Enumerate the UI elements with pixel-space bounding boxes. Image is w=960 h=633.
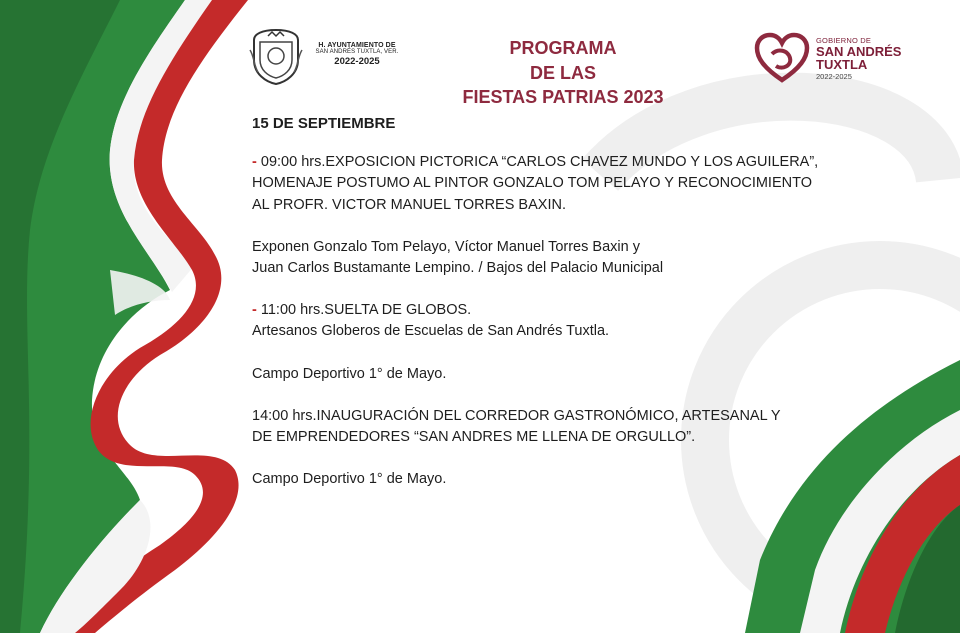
event-1-note-2: Juan Carlos Bustamante Lempino. / Bajos del Palacio Municipal: [252, 260, 664, 277]
title-line-1: PROGRAMA: [509, 38, 617, 58]
council-label: [306, 42, 408, 67]
gov-name-line-1: SAN ANDRÉS: [816, 44, 902, 59]
left-ribbon: [0, 0, 248, 633]
gov-name-line-2: TUXTLA: [816, 57, 868, 72]
heart-logo-icon: [754, 32, 810, 84]
event-1-line-3: AL PROFR. VICTOR MANUEL TORRES BAXIN.: [252, 196, 566, 213]
gov-years: 2022-2025: [816, 72, 852, 81]
event-date: 15 DE SEPTIEMBRE: [252, 115, 396, 132]
council-name: H. AYUNTAMIENTO DE: [318, 42, 396, 49]
bullet-dash: -: [252, 154, 257, 171]
event-1-line-1: [252, 152, 892, 173]
event-1-line-2: HOMENAJE POSTUMO AL PINTOR GONZALO TOM PELAYO Y RECONOCIMIENTO: [252, 175, 812, 192]
title-line-3: FIESTAS PATRIAS 2023: [462, 87, 664, 107]
council-years: 2022-2025: [334, 56, 380, 67]
event-1-note-1: Exponen Gonzalo Tom Pelayo, Víctor Manuel Torres Baxin y: [252, 238, 640, 255]
event-2-title: 11:00 hrs.SUELTA DE GLOBOS.: [260, 302, 472, 319]
page-title: [430, 36, 696, 110]
council-location: SAN ANDRÉS TUXTLA, VER.: [315, 49, 399, 55]
event-3-line-2: DE EMPRENDEDORES “SAN ANDRES ME LLENA DE ORGULLO”.: [252, 429, 696, 446]
event-2-line-2: Artesanos Globeros de Escuelas de San Andrés Tuxtla.: [252, 323, 610, 340]
bullet-dash: -: [252, 302, 257, 319]
municipal-crest-icon: [248, 26, 304, 86]
event-2-place: Campo Deportivo 1° de Mayo.: [252, 365, 447, 382]
government-label: [816, 36, 901, 81]
gov-small-label: GOBIERNO DE: [816, 36, 872, 45]
title-line-2: DE LAS: [529, 62, 596, 83]
event-1-title: 09:00 hrs.EXPOSICION PICTORICA “CARLOS CHAVEZ MUNDO Y LOS AGUILERA”,: [260, 154, 819, 171]
event-3-line-1: 14:00 hrs.INAUGURACIÓN DEL CORREDOR GASTRONÓMICO, ARTESANAL Y: [252, 407, 781, 424]
event-2-line-1: [252, 300, 892, 321]
program-body: [252, 113, 892, 490]
event-3-place: Campo Deportivo 1° de Mayo.: [252, 471, 447, 488]
